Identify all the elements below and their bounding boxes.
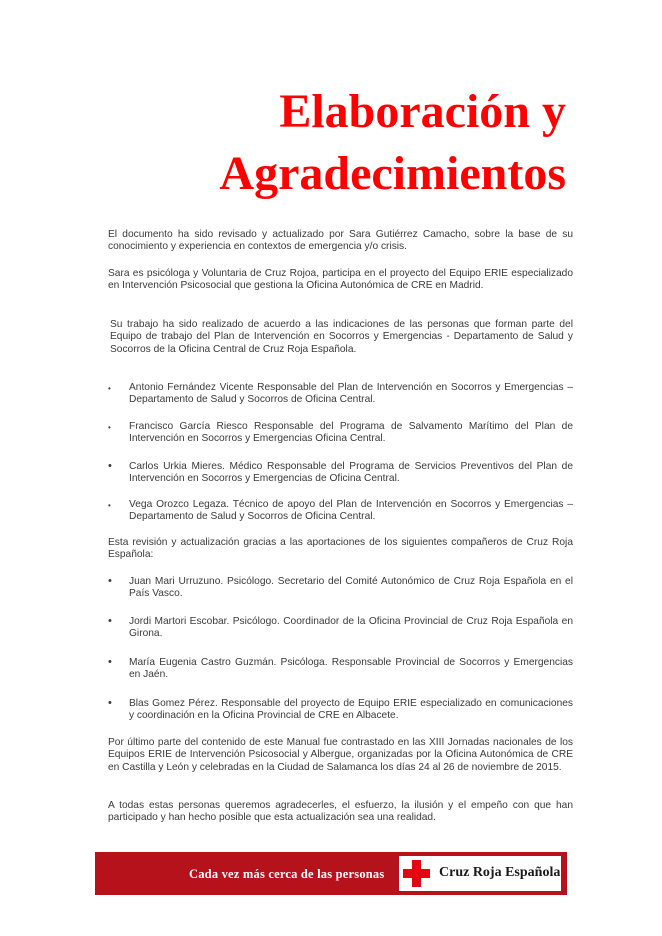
footer-banner (95, 852, 567, 895)
list-bullet: • (108, 384, 111, 393)
contributors-paragraph: Esta revisión y actualización gracias a las aportaciones de los siguientes compañeros de Cruz Roja Española: (108, 537, 573, 561)
page-title-line-2: Agradecimientos (219, 147, 566, 200)
logo-text: Cruz Roja Española (439, 865, 561, 880)
list-item: Jordi Martori Escobar. Psicólogo. Coordinador de la Oficina Provincial de Cruz Roja Española en Girona. (129, 616, 573, 640)
cruz-roja-logo (399, 856, 561, 891)
thanks-paragraph: A todas estas personas queremos agradecerles, el esfuerzo, la ilusión y el empeño con que han participado y han hecho posible que esta actualización sea una realidad. (108, 800, 573, 824)
list-bullet: • (108, 697, 112, 709)
list-bullet: • (108, 501, 111, 510)
jornadas-paragraph: Por último parte del contenido de este Manual fue contrastado en las XIII Jornadas nacionales de los Equipos ERIE de Intervención Psicosocial y Albergue, organizadas por la Oficina Autonómica de CRE en Castilla y León y celebradas en la Ciudad de Salamanca los días 24 al 26 de noviembre de 2015. (108, 737, 573, 773)
list-item: Carlos Urkia Mieres. Médico Responsable del Programa de Servicios Preventivos del Plan de Intervención en Socorros y Emergencias de Oficina Central. (129, 461, 573, 485)
list-item: Blas Gomez Pérez. Responsable del proyecto de Equipo ERIE especializado en comunicaciones y coordinación en la Oficina Provincial de CRE en Albacete. (129, 698, 573, 722)
page-title-line-1: Elaboración y (279, 85, 566, 138)
list-item: Vega Orozco Legaza. Técnico de apoyo del Plan de Intervención en Socorros y Emergencias – Departamento de Salud y Socorros de Oficina Central. (129, 499, 573, 523)
list-item: María Eugenia Castro Guzmán. Psicóloga. Responsable Provincial de Socorros y Emergencias en Jaén. (129, 657, 573, 681)
list-item: Juan Mari Urruzuno. Psicólogo. Secretario del Comité Autonómico de Cruz Roja Española en el País Vasco. (129, 576, 573, 600)
red-cross-icon-horizontal (403, 869, 430, 878)
list-bullet: • (108, 423, 111, 432)
intro-paragraph: El documento ha sido revisado y actualizado por Sara Gutiérrez Camacho, sobre la base de su conocimiento y experiencia en contextos de emergencia y/o crisis. (108, 229, 573, 253)
team-paragraph: Su trabajo ha sido realizado de acuerdo a las indicaciones de las personas que forman parte del Equipo de trabajo del Plan de Intervención en Socorros y Emergencias - Departamento de Salud y Socorros de la Oficina Central de Cruz Roja Española. (110, 319, 573, 355)
list-bullet: • (108, 615, 112, 627)
list-bullet: • (108, 460, 112, 472)
footer-slogan: Cada vez más cerca de las personas (189, 867, 385, 881)
list-bullet: • (108, 656, 112, 668)
list-bullet: • (108, 575, 112, 587)
author-paragraph: Sara es psicóloga y Voluntaria de Cruz Rojoa, participa en el proyecto del Equipo ERIE especializado en Intervención Psicosocial que gestiona la Oficina Autonómica de CRE en Madrid. (108, 268, 573, 292)
list-item: Francisco García Riesco Responsable del Programa de Salvamento Marítimo del Plan de Intervención en Socorros y Emergencias Oficina Central. (129, 421, 573, 445)
list-item: Antonio Fernández Vicente Responsable del Plan de Intervención en Socorros y Emergencias – Departamento de Salud y Socorros de Oficina Central. (129, 382, 573, 406)
